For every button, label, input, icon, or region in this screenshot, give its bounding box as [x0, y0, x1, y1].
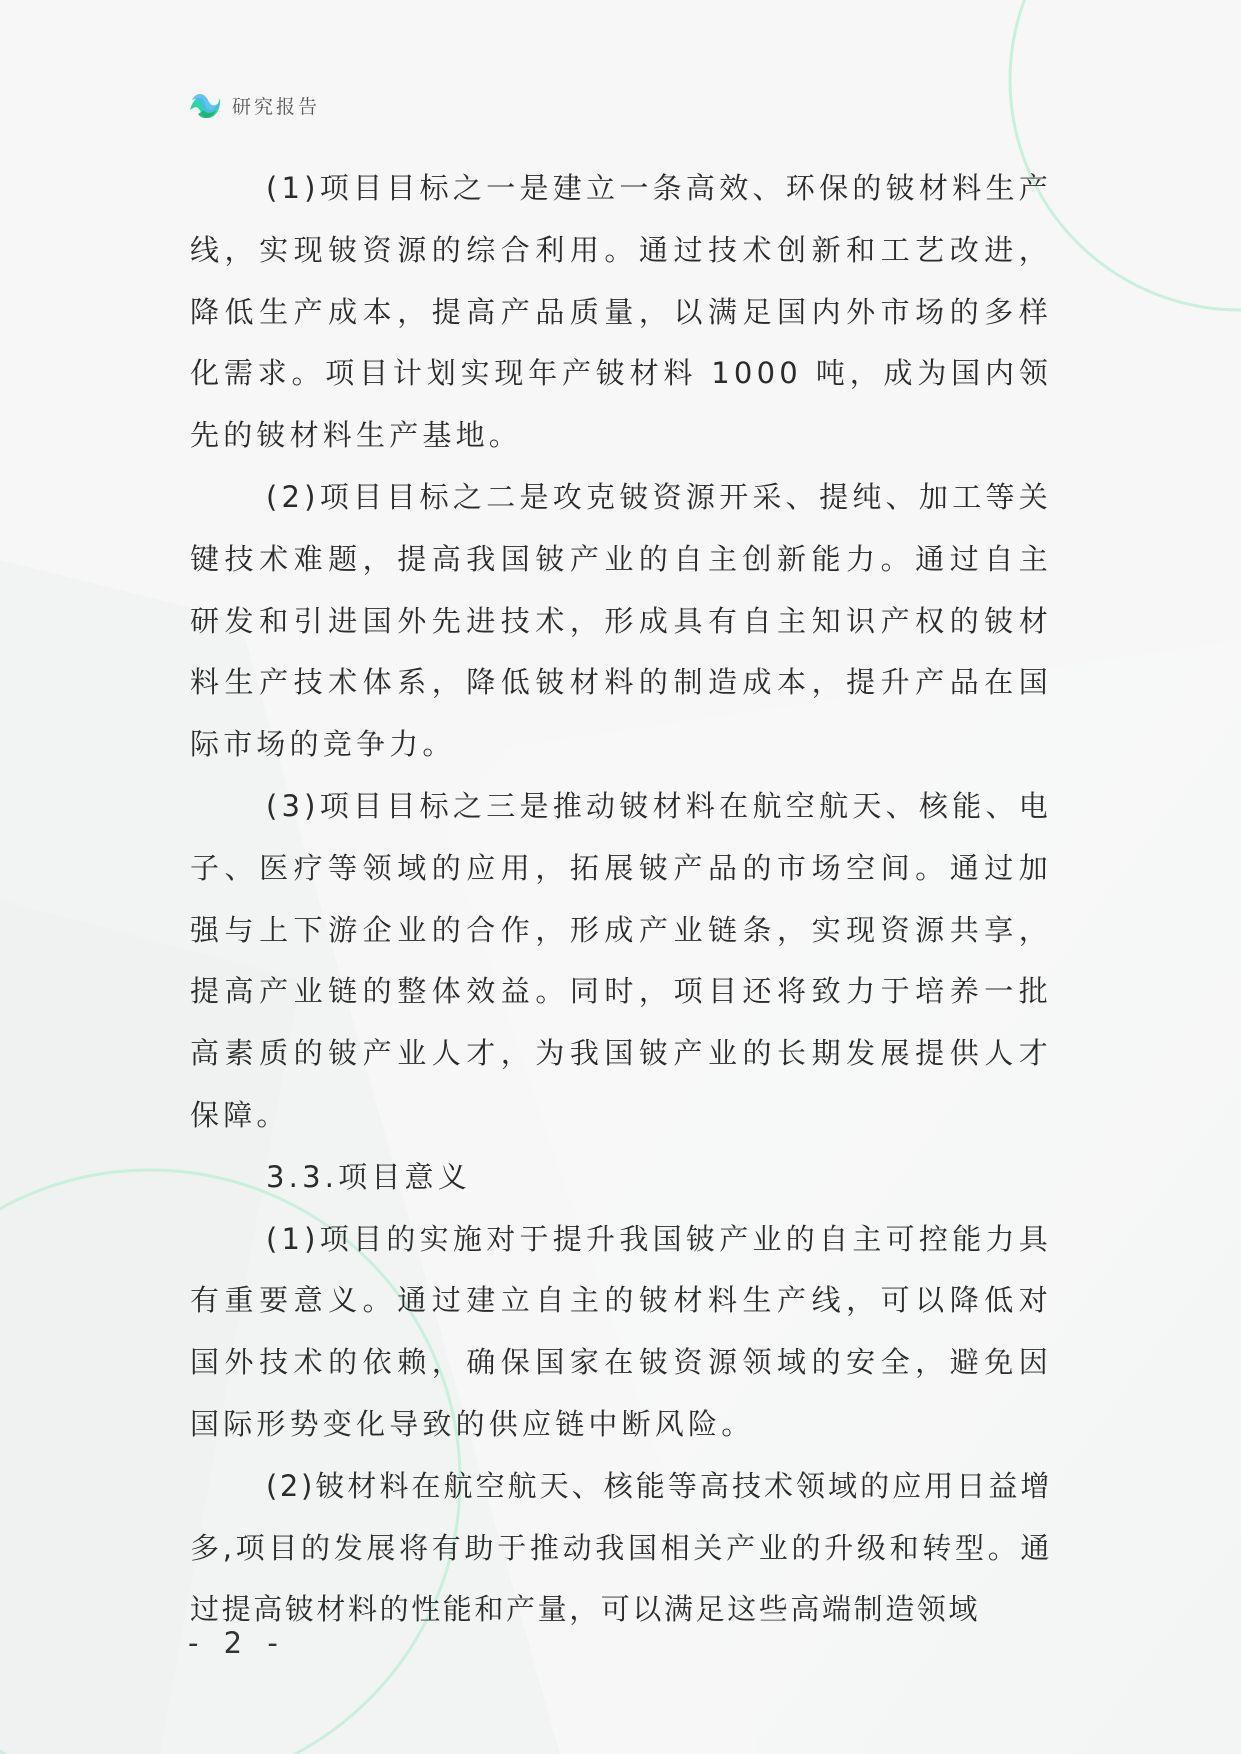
paragraph-goal-3: (3)项目目标之三是推动铍材料在航空航天、核能、电子、医疗等领域的应用，拓展铍产品的市场空间。通过加强与上下游企业的合作，形成产业链条，实现资源共享，提高产业链的整体效益。同时，项目还将致力于培养一批高素质的铍产业人才，为我国铍产业的长期发展提供人才保障。 [190, 788, 1052, 1132]
document-body [190, 158, 1052, 1641]
section-heading: 3.3.项目意义 [266, 1159, 471, 1194]
paragraph-goal-2: (2)项目目标之二是攻克铍资源开采、提纯、加工等关键技术难题，提高我国铍产业的自主创新能力。通过自主研发和引进国外先进技术，形成具有自主知识产权的铍材料生产技术体系，降低铍材料的制造成本，提升产品在国际市场的竞争力。 [190, 479, 1052, 762]
paragraph-significance-1: (1)项目的实施对于提升我国铍产业的自主可控能力具有重要意义。通过建立自主的铍材料生产线，可以降低对国外技术的依赖，确保国家在铍资源领域的安全，避免因国际形势变化导致的供应链中断风险。 [190, 1221, 1052, 1441]
header-title: 研究报告 [232, 95, 321, 118]
paragraph-significance-2: (2)铍材料在航空航天、核能等高技术领域的应用日益增多,项目的发展将有助于推动我国相关产业的升级和转型。通过提高铍材料的性能和产量，可以满足这些高端制造领域 [190, 1468, 1052, 1627]
report-header [188, 88, 320, 122]
paragraph-goal-1: (1)项目目标之一是建立一条高效、环保的铍材料生产线，实现铍资源的综合利用。通过技术创新和工艺改进，降低生产成本，提高产品质量，以满足国内外市场的多样化需求。项目计划实现年产铍材料 1000 吨，成为国内领先的铍材料生产基地。 [190, 171, 1052, 453]
report-logo-icon [188, 88, 222, 122]
page-number: - 2 - [188, 1626, 286, 1660]
